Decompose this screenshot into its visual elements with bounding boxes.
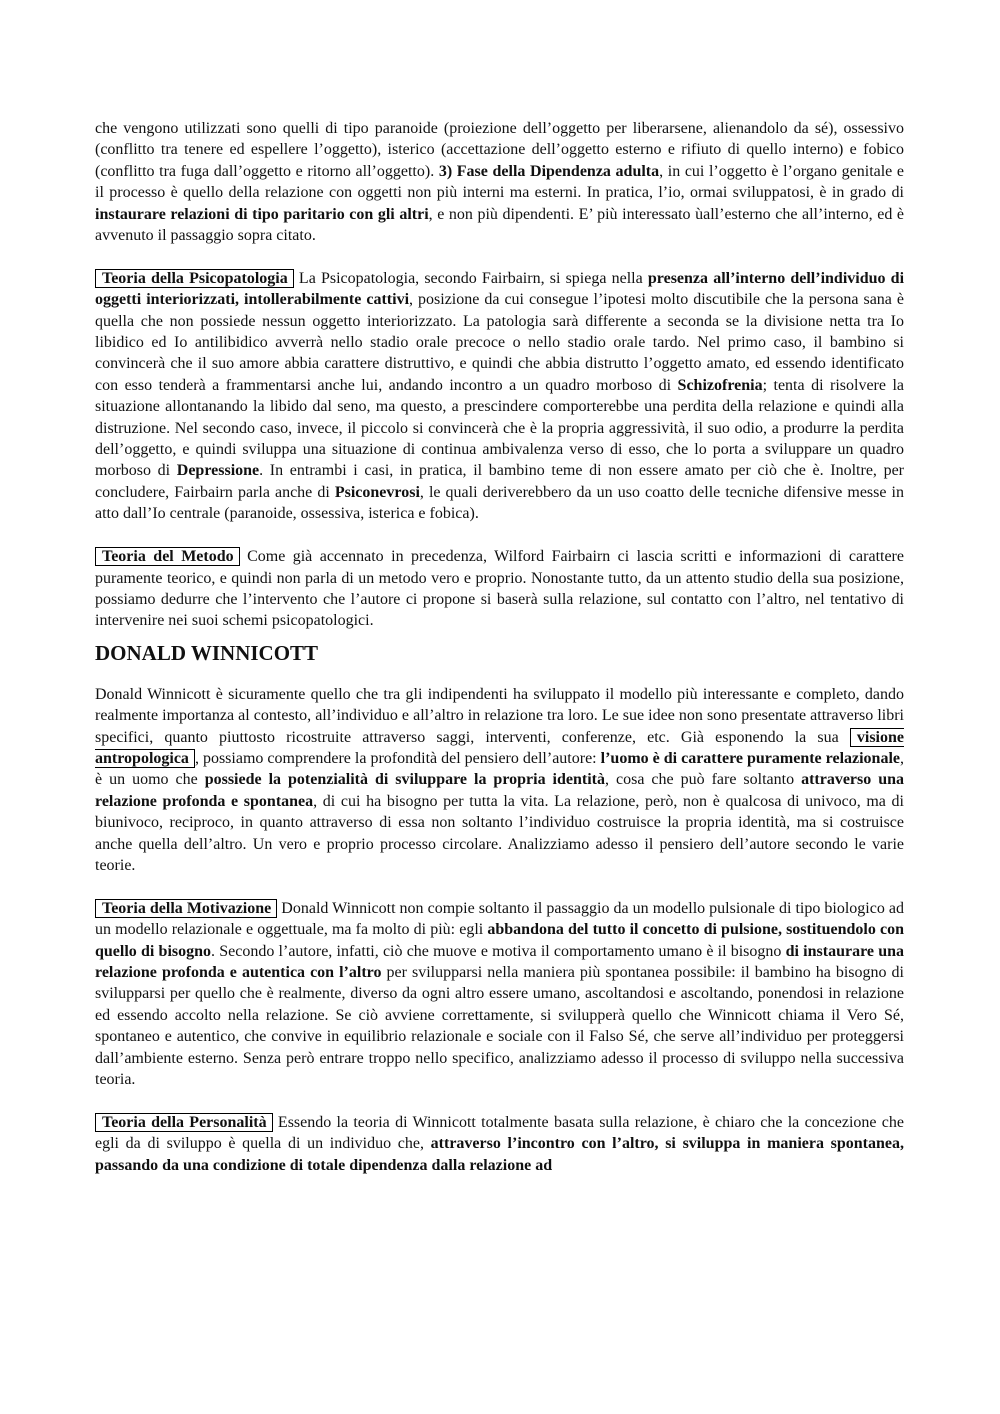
bold-phrase: attraverso una relazione profonda e spontanea [95,771,905,810]
bold-phrase: abbandona del tutto il concetto di pulsione, sostituendolo con quello di bisogno [95,921,904,960]
text-run: . Secondo l’autore, infatti, ciò che muove e motiva il comportamento umano è il bisogno [211,942,786,960]
section-heading: DONALD WINNICOTT [95,640,319,665]
paragraph-winnicott-intro [95,684,904,877]
bold-phrase: presenza all’interno dell’individuo di oggetti interiorizzati, intollerabilmente cattivi [95,269,905,309]
text-run: , posizione da cui consegue l’ipotesi molto discutibile che la persona sana è quella che non possiede nessun oggetto interiorizzato. La patologia sarà differente a seconda se la divisione netta tra Io libidico ed Io antilibidico avverrà nello stadio orale precoce o nello stadio orale tardo. Nel primo caso, il bambino si convincerà che il suo amore abbia carattere distruttivo, e quindi che abbia distrutto l’oggetto amato, ed essendo identificato con esso tenderà a frammentarsi anche lui, andando incontro a un quadro morboso di [95,291,904,394]
bold-phrase: Depressione [176,462,260,480]
bold-phrase: 3) Fase della Dipendenza adulta [438,162,660,180]
text-run: La Psicopatologia, secondo Fairbairn, si spiega nella [293,269,648,287]
text-run: che vengono utilizzati sono quelli di tipo paranoide (proiezione dell’oggetto per liberarsene, alienandolo da sé), ossessivo (conflitto tra tenere ed espellere l’oggetto), isterico (accettazione dell’oggetto esterno e rifiuto di quello interno) e fobico (conflitto tra fuga dall’oggetto e ritorno all’oggetto). [95,120,904,180]
text-run: , le quali deriverebbero da un uso coatto delle tecniche difensive messe in atto dall’Io centrale (paranoide, ossessiva, isterica e fobica). [95,483,904,523]
text-run: Come già accennato in precedenza, Wilford Fairbairn ci lascia scritti e informazioni di carattere puramente teorico, e quindi non parla di un metodo vero e proprio. Nonostante tutto, da un attento studio della sua posizione, possiamo dedurre che l’intervento che l’autore ci propone si baserà sulla relazione, sul contatto con l’altro, nel tentativo di intervenire nei suoi schemi psicopatologici. [95,548,904,630]
text-run: per svilupparsi nella maniera più spontanea possibile: il bambino ha bisogno di svilupparsi per quello che è realmente, diverso da ogni altro essere umano, ascoltandosi e ascoltando, ponendosi in relazione ed essendo accolto nella relazione. Se ciò avviene correttamente, si svilupperà quello che Winnicott chiama il Vero Sé, spontaneo e autentico, che convive in equilibrio relazionale e sociale con il Falso Sé, che serve all’individuo per proteggersi dall’ambiente esterno. Senza però entrare troppo nello specifico, analizziamo adesso il processo di sviluppo nella successiva teoria. [95,963,905,1089]
bold-phrase: possiede la potenzialità di sviluppare la propria identità [204,771,606,789]
section-label-anthropological-vision: visione antropologica [95,728,904,767]
text-run: . In entrambi i casi, in pratica, il bambino teme di non essere amato per ciò che è. Inoltre, per concludere, Fairbairn parla anche di [95,462,904,501]
text-run: , in cui l’oggetto è l’organo genitale e il processo è quello della relazione con oggetti non più interni ma esterni. In pratica, l’io, ormai sviluppatosi, è in grado di [95,162,905,202]
document-page [95,118,904,1176]
bold-phrase: Psiconevrosi [334,483,420,501]
paragraph-adult-dependence [95,118,904,246]
section-label-psychopathology: Teoria della Psicopatologia [95,269,294,288]
bold-phrase: l’uomo è di carattere puramente relazionale [600,749,901,767]
text-run: , cosa che può fare soltanto [605,771,802,789]
bold-phrase: attraverso l’incontro con l’altro, si sviluppa in maniera spontanea, passando da una condizione di totale dipendenza dalla relazione ad [95,1135,904,1174]
text-run: , e non più dipendenti. E’ più interessato ùall’esterno che all’interno, ed è avvenuto il passaggio sopra citato. [95,205,905,245]
section-label-motivation: Teoria della Motivazione [95,899,277,918]
text-run: , possiamo comprendere la profondità del pensiero dell’autore: [194,749,601,767]
bold-phrase: instaurare relazioni di tipo paritario con gli altri [95,205,429,223]
text-run: Donald Winnicott non compie soltanto il passaggio da un modello pulsionale di tipo biologico ad un modello relazionale e oggettuale, ma fa molto di più: egli [95,899,904,939]
section-label-personality: Teoria della Personalità [95,1113,273,1132]
paragraph-personality [95,1112,904,1176]
text-run: , è un uomo che [95,749,905,789]
paragraph-motivation [95,898,904,1091]
bold-phrase: Schizofrenia [677,376,763,394]
paragraph-psychopathology [95,268,904,525]
text-run: ; tenta di risolvere la situazione allontanando la libido dal seno, ma questo, a prescindere comporterebbe una perdita della relazione e quindi alla distruzione. Nel secondo caso, invece, il piccolo si convincerà che è la propria aggressività, il suo odio, a produrre la perdita dell’oggetto, e quindi sviluppa una situazione di continua ambivalenza verso di esso, che lo porta a sviluppare un quadro morboso di [95,376,905,480]
section-label-method: Teoria del Metodo [95,547,240,566]
paragraph-method [95,546,904,632]
text-run: , di cui ha bisogno per tutta la vita. La relazione, però, non è qualcosa di univoco, ma di biunivoco, reciproco, in quanto attraverso di essa non soltanto l’individuo costruisce la propria identità, ma si costruisce anche quella dell’altro. Un vero e proprio processo circolare. Analizziamo adesso il pensiero dell’autore secondo le varie teorie. [95,792,904,874]
text-run: Essendo la teoria di Winnicott totalmente basata sulla relazione, è chiaro che la concezione che egli da di sviluppo è quella di un individuo che, [95,1113,905,1153]
text-run: Donald Winnicott è sicuramente quello che tra gli indipendenti ha sviluppato il modello più interessante e completo, dando realmente importanza al contesto, all’individuo e all’altro in relazione tra loro. Le sue idee non sono presentate attraverso libri specifici, quanto piuttosto ricostruite attraverso saggi, interventi, conferenze, etc. Già esponendo la sua [95,685,904,746]
bold-phrase: di instaurare una relazione profonda e autentica con l’altro [95,942,905,981]
